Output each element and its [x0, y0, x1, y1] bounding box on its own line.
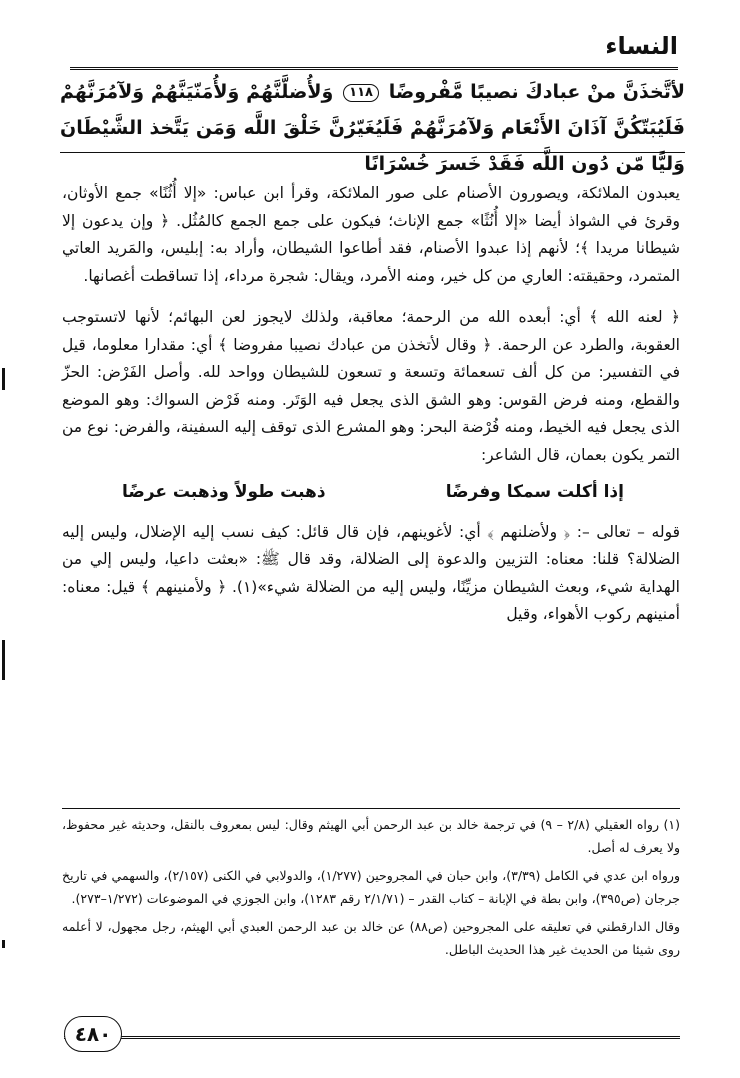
scan-edge-mark — [2, 368, 5, 390]
quran-verse — [60, 74, 685, 182]
commentary-body — [62, 180, 680, 629]
footer-rule — [64, 1036, 680, 1039]
scan-edge-mark — [2, 640, 5, 680]
page-header — [70, 30, 678, 70]
verse-text-part1: لأتَّخذَنَّ منْ عبادكَ نصيبًا مَّفْروضًا — [388, 81, 685, 103]
ayah-number-marker: ١١٨ — [343, 84, 379, 102]
header-rule — [70, 67, 678, 70]
poem-verse — [62, 469, 680, 519]
footnotes — [62, 814, 680, 961]
poem-first-hemistich: إذا أكلت سمكا وفرضًا — [445, 482, 624, 502]
paragraph-1: يعبدون الملائكة، ويصورون الأصنام على صور الملائكة، وقرأ ابن عباس: «إلا أُثُنًا» جمع الأوثان، وقرئ في الشواذ أيضا «إلا أُنُثًا» جمع الإناث؛ فيكون على جمع الجمع كالمُثُل. ﴿ وإن يدعون إلا شيطانا مريدا ﴾؛ لأنهم إذا عبدوا الأصنام، فقد أطاعوا الشيطان، وأراد به: إبليس، والمَريد العاتي المتمرد، وحقيقته: العاري من كل خير، ومنه الأمرد، ويقال: شجرة مرداء، إذا تساقطت أغصانها. — [62, 184, 680, 285]
paragraph-2: ﴿ لعنه الله ﴾ أي: أبعده الله من الرحمة؛ معاقبة، ولذلك لايجوز لعن البهائم؛ لأنها لاتستوجب العقوبة، والطرد عن الرحمة. ﴿ وقال لأتخذن من عبادك نصيبا مفروضا ﴾ أي: مقدارا معلوما، قيل في التفسير: من كل ألف تسعمائة وتسعة و تسعون للشيطان وواحد لله. وأصل الفَرْض: الحزّ والقطع، ومنه فرض القوس: وهو الشق الذى يجعل فيه الوَتَر. ومنه فَرْض السواك: وهو الموضع الذى يجعل فيه الخيط، ومنه فُرْضة البحر: وهو المشرع الذى توقف إليه السفينة، والفرض: نوع من التمر يكون بعمان، قال الشاعر: — [62, 308, 680, 464]
verse-divider — [60, 152, 685, 153]
verse-text-part2: وَلأُضلَّنَّهُمْ وَلأُمَنّيَنَّهُمْ وَلآمُرَنَّهُمْ فَلَيُبَتّكُنَّ آذَانَ الأَنْعَام وَلآمُرَنَّهُمْ فَلَيُغَيّرُنَّ خَلْقَ اللَّه وَمَن يَتَّخذ الشَّيْطَانَ وَليًّا مّن دُون اللَّه فَقَدْ خَسرَ خُسْرَانًا — [60, 81, 685, 175]
footnote-divider — [62, 808, 680, 809]
surah-title: النساء — [605, 32, 678, 60]
paragraph-3: قوله – تعالى –: ﴿ ولأضلنهم ﴾ أي: لأغوينهم، فإن قال قائل: كيف نسب إليه الإضلال، وليس إليه الضلالة؟ قلنا: معناه: التزيين والدعوة إلى الضلالة، وقد قال ﷺ: «بعثت داعيا، وليس إلي من الهداية شيء، وبعث الشيطان مزيِّنًا، وليس إليه من الضلالة شيء»(١). ﴿ ولأمنينهم ﴾ قيل: معناه: أمنينهم ركوب الأهواء، وقيل — [62, 522, 680, 623]
page-number: ٤٨٠ — [64, 1016, 122, 1052]
footnote-3: وقال الدارقطني في تعليقه على المجروحين (ص٨٨) عن خالد بن عبد الرحمن العبدي أبي الهيثم، رجل مجهول، لا أعلمه روى شيئا من الحديث غير هذا الحديث الباطل. — [62, 919, 680, 957]
footnote-1: (١) رواه العقيلي (٢/٨ – ٩) في ترجمة خالد بن عبد الرحمن أبي الهيثم وقال: ليس بمعروف بالنقل، وحديثه غير محفوظ، ولا يعرف له أصل. — [62, 817, 680, 855]
scan-edge-mark — [2, 940, 5, 948]
poem-second-hemistich: ذهبت طولاً وذهبت عرضًا — [122, 482, 326, 502]
footnote-2: ورواه ابن عدي في الكامل (٣/٣٩)، وابن حبان في المجروحين (١/٢٧٧)، والدولابي في الكنى (٢/١٥٧)، والسهمي في تاريخ جرجان (ص٣٩٥)، وابن بطة في الإبانة – كتاب القدر – (٢/١/٧١ رقم ١٢٨٣)، وابن الجوزي في الموضوعات (١/٢٧٢–٢٧٣). — [62, 868, 680, 906]
